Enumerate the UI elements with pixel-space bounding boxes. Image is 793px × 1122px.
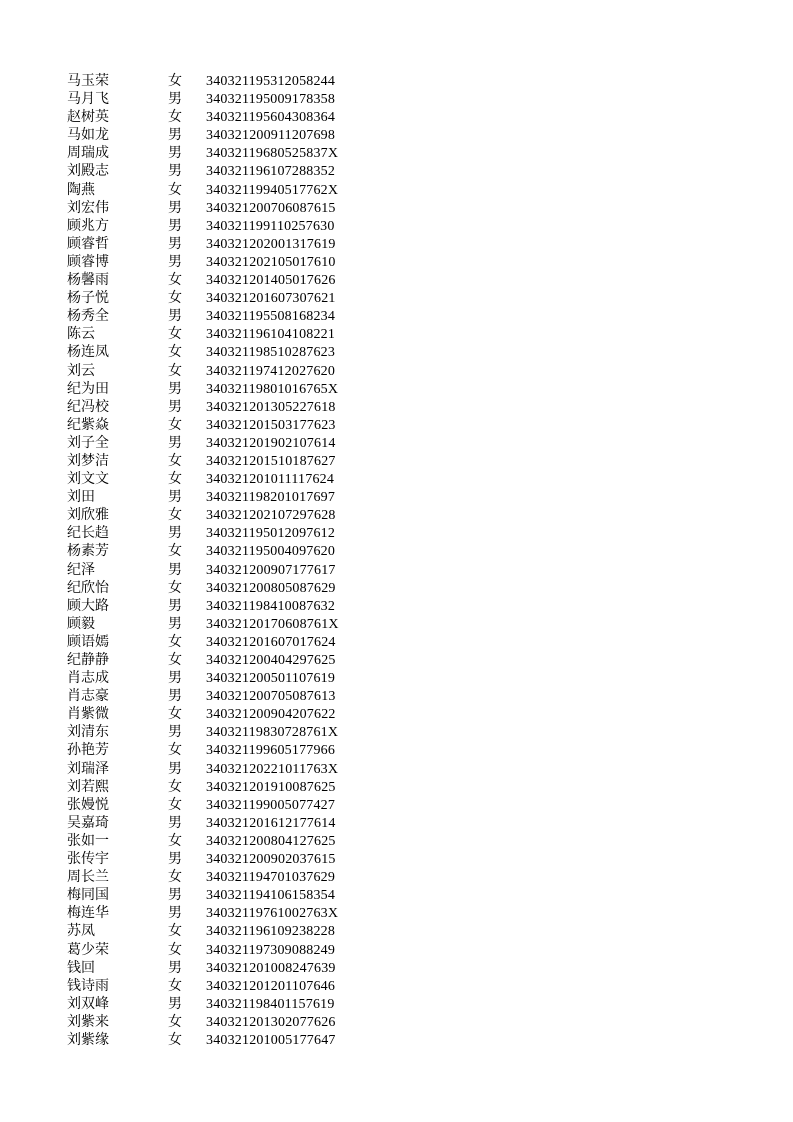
name-cell: 刘子全: [67, 435, 109, 451]
id-number-cell: 340321198510287623: [206, 345, 336, 361]
gender-cell: 男: [168, 526, 182, 542]
table-row: [67, 91, 339, 109]
id-number-cell: 34032119830728761X: [206, 725, 339, 741]
gender-cell: 男: [168, 616, 182, 632]
name-cell: 纪为田: [67, 381, 109, 397]
name-cell: 钱回: [67, 960, 95, 976]
gender-cell: 女: [168, 273, 182, 289]
gender-cell: 男: [168, 562, 182, 578]
id-number-cell: 340321197412027620: [206, 363, 336, 379]
id-number-cell: 340321201607307621: [206, 291, 336, 307]
name-cell: 纪冯校: [67, 399, 109, 415]
id-number-cell: 340321200911207698: [206, 128, 336, 144]
gender-cell: 女: [168, 417, 182, 433]
id-number-cell: 340321200904207622: [206, 707, 336, 723]
table-row: [67, 562, 339, 580]
id-number-cell: 340321194701037629: [206, 870, 336, 886]
gender-cell: 女: [168, 797, 182, 813]
table-row: [67, 815, 339, 833]
name-cell: 陈云: [67, 327, 95, 343]
gender-cell: 女: [168, 544, 182, 560]
name-cell: 刘欣雅: [67, 508, 109, 524]
gender-cell: 女: [168, 634, 182, 650]
id-number-cell: 340321199005077427: [206, 797, 336, 813]
gender-cell: 男: [168, 671, 182, 687]
gender-cell: 女: [168, 327, 182, 343]
name-cell: 梅连华: [67, 906, 109, 922]
table-row: [67, 688, 339, 706]
id-number-cell: 340321201910087625: [206, 779, 336, 795]
table-row: [67, 833, 339, 851]
table-row: [67, 381, 339, 399]
table-row: [67, 326, 339, 344]
table-row: [67, 779, 339, 797]
name-cell: 周瑞成: [67, 146, 109, 162]
table-row: [67, 145, 339, 163]
id-number-cell: 340321199605177966: [206, 743, 336, 759]
name-cell: 刘瑞泽: [67, 761, 109, 777]
name-cell: 刘清东: [67, 725, 109, 741]
table-row: [67, 1032, 339, 1050]
table-row: [67, 308, 339, 326]
name-cell: 孙艳芳: [67, 743, 109, 759]
gender-cell: 男: [168, 852, 182, 868]
id-number-cell: 340321201011117624: [206, 472, 335, 488]
gender-cell: 女: [168, 833, 182, 849]
name-cell: 纪长趋: [67, 526, 109, 542]
table-row: [67, 507, 339, 525]
name-cell: 杨素芳: [67, 544, 109, 560]
table-row: [67, 254, 339, 272]
name-cell: 马玉荣: [67, 74, 109, 89]
name-cell: 刘梦洁: [67, 453, 109, 469]
gender-cell: 男: [168, 128, 182, 144]
table-row: [67, 706, 339, 724]
gender-cell: 男: [168, 92, 182, 108]
table-row: [67, 580, 339, 598]
id-number-cell: 340321198401157619: [206, 996, 335, 1012]
gender-cell: 女: [168, 472, 182, 488]
table-row: [67, 598, 339, 616]
record-table: [67, 73, 339, 1050]
name-cell: 刘文文: [67, 472, 109, 488]
table-row: [67, 960, 339, 978]
gender-cell: 男: [168, 598, 182, 614]
gender-cell: 男: [168, 761, 182, 777]
gender-cell: 女: [168, 743, 182, 759]
name-cell: 杨秀全: [67, 309, 109, 325]
table-row: [67, 471, 339, 489]
id-number-cell: 340321200706087615: [206, 200, 336, 216]
gender-cell: 女: [168, 110, 182, 126]
gender-cell: 男: [168, 815, 182, 831]
id-number-cell: 340321200902037615: [206, 852, 336, 868]
name-cell: 梅同国: [67, 888, 109, 904]
id-number-cell: 34032119940517762X: [206, 182, 339, 198]
id-number-cell: 340321201612177614: [206, 815, 336, 831]
id-number-cell: 340321199110257630: [206, 218, 335, 234]
id-number-cell: 340321194106158354: [206, 888, 336, 904]
table-row: [67, 905, 339, 923]
name-cell: 马如龙: [67, 128, 109, 144]
name-cell: 马月飞: [67, 92, 109, 108]
table-row: [67, 435, 339, 453]
id-number-cell: 340321201510187627: [206, 453, 336, 469]
gender-cell: 男: [168, 996, 182, 1012]
id-number-cell: 340321201305227618: [206, 399, 336, 415]
id-number-cell: 340321195604308364: [206, 110, 336, 126]
gender-cell: 男: [168, 146, 182, 162]
id-number-cell: 340321195009178358: [206, 92, 336, 108]
table-row: [67, 127, 339, 145]
gender-cell: 男: [168, 725, 182, 741]
table-row: [67, 634, 339, 652]
name-cell: 纪静静: [67, 653, 109, 668]
table-row: [67, 363, 339, 381]
name-cell: 刘宏伟: [67, 200, 109, 216]
name-cell: 刘紫来: [67, 1014, 109, 1030]
table-row: [67, 290, 339, 308]
name-cell: 纪泽: [67, 562, 95, 578]
id-number-cell: 340321202107297628: [206, 508, 336, 524]
gender-cell: 女: [168, 870, 182, 886]
gender-cell: 女: [168, 707, 182, 723]
id-number-cell: 340321195508168234: [206, 309, 336, 325]
gender-cell: 女: [168, 182, 182, 198]
name-cell: 顾毅: [67, 616, 95, 632]
gender-cell: 女: [168, 978, 182, 994]
name-cell: 顾睿哲: [67, 236, 109, 252]
table-row: [67, 344, 339, 362]
gender-cell: 男: [168, 200, 182, 216]
gender-cell: 男: [168, 906, 182, 922]
id-number-cell: 340321202105017610: [206, 254, 336, 270]
name-cell: 肖志豪: [67, 689, 109, 705]
name-cell: 赵树英: [67, 110, 109, 126]
name-cell: 钱诗雨: [67, 978, 109, 994]
name-cell: 陶燕: [67, 182, 95, 198]
gender-cell: 男: [168, 218, 182, 234]
table-row: [67, 670, 339, 688]
id-number-cell: 340321195004097620: [206, 544, 336, 560]
id-number-cell: 340321198410087632: [206, 598, 336, 614]
name-cell: 杨连凤: [67, 345, 109, 361]
name-cell: 肖志成: [67, 671, 109, 687]
gender-cell: 女: [168, 1014, 182, 1030]
gender-cell: 男: [168, 399, 182, 415]
table-row: [67, 272, 339, 290]
id-number-cell: 340321195312058244: [206, 74, 336, 89]
table-row: [67, 851, 339, 869]
name-cell: 杨子悦: [67, 291, 109, 307]
gender-cell: 女: [168, 363, 182, 379]
gender-cell: 男: [168, 888, 182, 904]
name-cell: 杨馨雨: [67, 273, 109, 289]
id-number-cell: 34032119801016765X: [206, 381, 339, 397]
id-number-cell: 340321201201107646: [206, 978, 336, 994]
name-cell: 刘云: [67, 363, 95, 379]
gender-cell: 女: [168, 345, 182, 361]
id-number-cell: 340321200805087629: [206, 580, 336, 596]
name-cell: 张传宇: [67, 852, 109, 868]
table-row: [67, 1014, 339, 1032]
name-cell: 刘田: [67, 490, 95, 506]
table-row: [67, 978, 339, 996]
id-number-cell: 340321201503177623: [206, 417, 336, 433]
gender-cell: 男: [168, 381, 182, 397]
name-cell: 吴嘉琦: [67, 815, 109, 831]
id-number-cell: 340321201302077626: [206, 1014, 336, 1030]
table-row: [67, 887, 339, 905]
table-row: [67, 761, 339, 779]
name-cell: 刘双峰: [67, 996, 109, 1012]
id-number-cell: 340321201005177647: [206, 1032, 336, 1048]
id-number-cell: 340321200705087613: [206, 689, 336, 705]
id-number-cell: 340321200804127625: [206, 833, 336, 849]
gender-cell: 男: [168, 164, 182, 180]
name-cell: 顾大路: [67, 598, 109, 614]
table-row: [67, 489, 339, 507]
table-row: [67, 616, 339, 634]
table-row: [67, 399, 339, 417]
gender-cell: 男: [168, 490, 182, 506]
id-number-cell: 34032119761002763X: [206, 906, 339, 922]
id-number-cell: 340321196109238228: [206, 924, 336, 940]
table-row: [67, 163, 339, 181]
table-row: [67, 543, 339, 561]
table-row: [67, 218, 339, 236]
gender-cell: 男: [168, 689, 182, 705]
id-number-cell: 34032119680525837X: [206, 146, 339, 162]
gender-cell: 女: [168, 942, 182, 958]
table-row: [67, 742, 339, 760]
table-row: [67, 417, 339, 435]
name-cell: 顾兆方: [67, 218, 109, 234]
name-cell: 刘紫缘: [67, 1032, 109, 1048]
id-number-cell: 340321198201017697: [206, 490, 336, 506]
gender-cell: 男: [168, 960, 182, 976]
table-row: [67, 996, 339, 1014]
gender-cell: 男: [168, 236, 182, 252]
table-row: [67, 182, 339, 200]
gender-cell: 女: [168, 924, 182, 940]
table-row: [67, 869, 339, 887]
gender-cell: 男: [168, 309, 182, 325]
id-number-cell: 34032120221011763X: [206, 761, 339, 777]
table-row: [67, 236, 339, 254]
id-number-cell: 340321201902107614: [206, 435, 336, 451]
table-row: [67, 453, 339, 471]
table-row: [67, 73, 339, 91]
id-number-cell: 34032120170608761X: [206, 616, 339, 632]
table-row: [67, 200, 339, 218]
name-cell: 肖紫微: [67, 707, 109, 723]
gender-cell: 男: [168, 254, 182, 270]
name-cell: 顾语嫣: [67, 634, 109, 650]
name-cell: 顾睿博: [67, 254, 109, 270]
table-row: [67, 942, 339, 960]
id-number-cell: 340321201008247639: [206, 960, 336, 976]
gender-cell: 女: [168, 508, 182, 524]
table-row: [67, 652, 339, 670]
id-number-cell: 340321201607017624: [206, 634, 336, 650]
name-cell: 张如一: [67, 833, 109, 849]
gender-cell: 女: [168, 1032, 182, 1048]
gender-cell: 女: [168, 779, 182, 795]
id-number-cell: 340321201405017626: [206, 273, 336, 289]
id-number-cell: 340321195012097612: [206, 526, 336, 542]
id-number-cell: 340321197309088249: [206, 942, 336, 958]
id-number-cell: 340321200501107619: [206, 671, 336, 687]
name-cell: 周长兰: [67, 870, 109, 886]
gender-cell: 女: [168, 453, 182, 469]
table-row: [67, 923, 339, 941]
id-number-cell: 340321196107288352: [206, 164, 336, 180]
name-cell: 纪欣怡: [67, 580, 109, 596]
table-row: [67, 724, 339, 742]
id-number-cell: 340321202001317619: [206, 236, 336, 252]
id-number-cell: 340321200404297625: [206, 653, 336, 668]
name-cell: 葛少荣: [67, 942, 109, 958]
name-cell: 纪紫焱: [67, 417, 109, 433]
table-row: [67, 525, 339, 543]
name-cell: 张嫚悦: [67, 797, 109, 813]
gender-cell: 女: [168, 291, 182, 307]
gender-cell: 女: [168, 653, 182, 668]
gender-cell: 男: [168, 435, 182, 451]
name-cell: 刘殿志: [67, 164, 109, 180]
gender-cell: 女: [168, 74, 182, 89]
table-row: [67, 797, 339, 815]
name-cell: 苏凤: [67, 924, 95, 940]
id-number-cell: 340321200907177617: [206, 562, 336, 578]
table-row: [67, 109, 339, 127]
id-number-cell: 340321196104108221: [206, 327, 336, 343]
gender-cell: 女: [168, 580, 182, 596]
name-cell: 刘若熙: [67, 779, 109, 795]
